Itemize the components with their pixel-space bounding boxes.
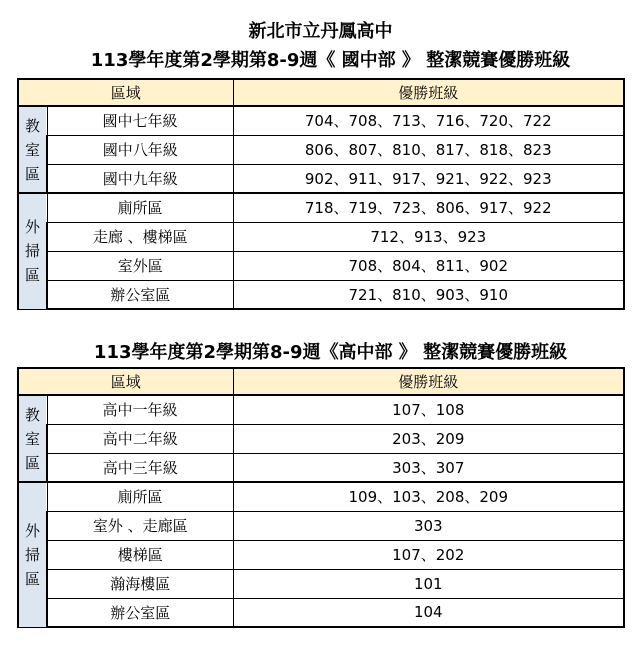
- table-row: [18, 540, 624, 569]
- header-area: 區域: [18, 368, 233, 395]
- category-cell: [18, 106, 47, 193]
- classes-cell: 303、307: [233, 453, 624, 482]
- senior-classroom-group: [18, 395, 624, 482]
- table-row: [18, 482, 624, 511]
- table-row: [18, 598, 624, 627]
- classes-cell: 109、103、208、209: [233, 482, 624, 511]
- table-row: [18, 135, 624, 164]
- classes-cell: 107、108: [233, 395, 624, 424]
- category-label: 教室區: [24, 116, 40, 183]
- junior-section-title: 113學年度第2學期第8-9週《 國中部 》 整潔競賽優勝班級: [90, 50, 571, 71]
- area-cell: 瀚海樓區: [47, 569, 233, 598]
- table-row: [18, 395, 624, 424]
- table-header-row: [18, 79, 624, 106]
- area-cell: 高中三年級: [47, 453, 233, 482]
- area-cell: 高中二年級: [47, 424, 233, 453]
- table-row: [18, 511, 624, 540]
- area-cell: 辦公室區: [47, 598, 233, 627]
- category-cell: [18, 193, 47, 309]
- header-classes: 優勝班級: [233, 79, 624, 106]
- classes-cell: 718、719、723、806、917、922: [233, 193, 624, 222]
- junior-classroom-group: [18, 106, 624, 193]
- table-row: [18, 106, 624, 135]
- classes-cell: 721、810、903、910: [233, 280, 624, 309]
- header-classes: 優勝班級: [233, 368, 624, 395]
- junior-award-table: [17, 78, 625, 310]
- area-cell: 廁所區: [47, 482, 233, 511]
- junior-outdoor-group: [18, 193, 624, 309]
- table-row: [18, 164, 624, 193]
- category-label: 外掃區: [24, 521, 40, 588]
- senior-award-table: [17, 367, 625, 628]
- area-cell: 走廊 、樓梯區: [47, 222, 233, 251]
- table-row: [18, 280, 624, 309]
- area-cell: 辦公室區: [47, 280, 233, 309]
- classes-cell: 303: [233, 511, 624, 540]
- classes-cell: 712、913、923: [233, 222, 624, 251]
- senior-outdoor-group: [18, 482, 624, 627]
- table-row: [18, 453, 624, 482]
- classes-cell: 203、209: [233, 424, 624, 453]
- table-row: [18, 193, 624, 222]
- area-cell: 廁所區: [47, 193, 233, 222]
- area-cell: 室外 、走廊區: [47, 511, 233, 540]
- classes-cell: 708、804、811、902: [233, 251, 624, 280]
- category-cell: [18, 395, 47, 482]
- table-row: [18, 251, 624, 280]
- table-row: [18, 222, 624, 251]
- category-cell: [18, 482, 47, 627]
- classes-cell: 101: [233, 569, 624, 598]
- classes-cell: 104: [233, 598, 624, 627]
- category-label: 教室區: [24, 405, 40, 472]
- area-cell: 國中九年級: [47, 164, 233, 193]
- school-title: 新北市立丹鳳高中: [248, 21, 393, 42]
- table-row: [18, 424, 624, 453]
- area-cell: 樓梯區: [47, 540, 233, 569]
- area-cell: 國中八年級: [47, 135, 233, 164]
- table-header-row: [18, 368, 624, 395]
- classes-cell: 902、911、917、921、922、923: [233, 164, 624, 193]
- classes-cell: 704、708、713、716、720、722: [233, 106, 624, 135]
- senior-section-title: 113學年度第2學期第8-9週《高中部 》 整潔競賽優勝班級: [93, 342, 568, 363]
- category-label: 外掃區: [24, 218, 40, 285]
- table-row: [18, 569, 624, 598]
- classes-cell: 107、202: [233, 540, 624, 569]
- header-area: 區域: [18, 79, 233, 106]
- area-cell: 國中七年級: [47, 106, 233, 135]
- classes-cell: 806、807、810、817、818、823: [233, 135, 624, 164]
- area-cell: 室外區: [47, 251, 233, 280]
- area-cell: 高中一年級: [47, 395, 233, 424]
